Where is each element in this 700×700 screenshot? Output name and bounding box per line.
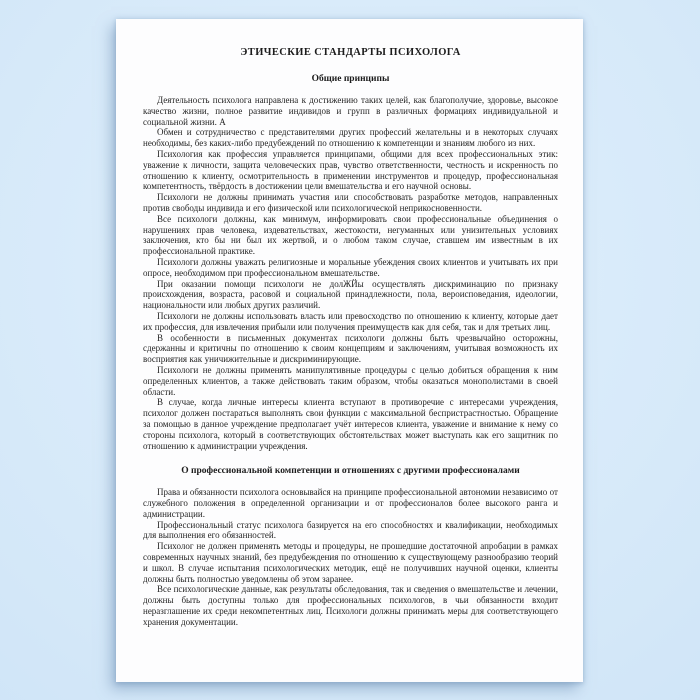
- paragraph: В случае, когда личные интересы клиента вступают в противоречие с интересами учреждения, психолог должен постараться выполнять свои функции с максимальной беспристрастностью. Обращение за помощью в данное учреждение предполагает учёт интересов клиента, уважение и внимание к нему со стороны психолога, который в соответствующих обстоятельствах может выступать как его защитник по отношению к администрации учреждения.: [143, 397, 558, 451]
- section-heading: Общие принципы: [311, 74, 390, 84]
- paragraph: Деятельность психолога направлена к достижению таких целей, как благополучие, здоровье, высокое качество жизни, полное развитие индивидов и групп в различных формациях индивидуальной и социальной жизни. А: [143, 95, 558, 127]
- paragraph: Психология как профессия управляется принципами, общими для всех профессиональных этик: уважение к личности, защита человеческих прав, чувство ответственности, честность и искренность по отношению к клиенту, осмотрительность в применении инструментов и процедур, профессиональная компетентность, твёрдость в достижении цели вмешательства и его научной основы.: [143, 148, 558, 192]
- paragraph: Психологи не должны применять манипулятивные процедуры с целью добиться обращения к ним определенных клиентов, а также действовать таким образом, чтобы оказаться монополистами в своей области.: [143, 364, 558, 397]
- paragraph: Все психологические данные, как результаты обследования, так и сведения о вмешательстве и лечении, должны быть доступны только для профессиональных психологов, в чьи обязанности входит неразглашение их среди некомпетентных лиц. Психологи должны принимать меры для соответствующего хранения документации.: [143, 584, 558, 627]
- paragraph: Психологи должны уважать религиозные и моральные убеждения своих клиентов и учитывать их при опросе, необходимом при профессиональном вмешательстве.: [143, 256, 558, 278]
- paragraph: В особенности в письменных документах психологи должны быть чрезвычайно осторожны, сдержанны и критичны по отношению к своим концепциям и заключениям, учитывая возможность их восприятия как уничижительные и дискриминирующие.: [143, 332, 558, 365]
- paragraph: При оказании помощи психологи не долЖЙы осуществлять дискриминацию по признаку происхождения, возраста, расовой и социальной принадлежности, пола, вероисповедания, идеологии, национальности или любых других различий.: [143, 278, 558, 311]
- paragraph: Психологи не должны принимать участия или способствовать разработке методов, направленных против свободы индивида и его физической или психологической неприкосновенности.: [143, 192, 558, 213]
- paragraph: Профессиональный статус психолога базируется на его способностях и квалификации, необходимых для выполнения его обязанностей.: [143, 519, 558, 541]
- paragraph: Все психологи должны, как минимум, информировать свои профессиональные объединения о нарушениях прав человека, издевательствах, жестокости, негуманных или унизительных условиях заключения, кто бы ни был их жертвой, и о любом таком случае, ставшем им известным в их профессиональной практике.: [143, 213, 558, 257]
- section-heading: О профессиональной компетенции и отношениях с другими профессионалами: [181, 466, 520, 477]
- document-body: [143, 73, 558, 628]
- paragraph: Права и обязанности психолога основывайся на принципе профессиональной автономии независимо от служебного положения в определенной организации и от профессионалов более высокого ранга и администрации.: [143, 487, 558, 519]
- paragraph: Психологи не должны использовать власть или превосходство по отношению к клиенту, которые дает их профессия, для извлечения прибыли или получения преимуществ как для себя, так и для третьих лиц.: [143, 310, 558, 332]
- paragraph: Психолог не должен применять методы и процедуры, не прошедшие достаточной апробации в рамках современных научных знаний, без предубеждения по отношению к существующему разнообразию теорий и школ. В случае испытания психологических методик, ещё не получивших научной оценки, клиенты должны быть полностью уведомлены об этом заранее.: [143, 541, 558, 584]
- document-title: ЭТИЧЕСКИЕ СТАНДАРТЫ ПСИХОЛОГА: [240, 47, 461, 58]
- paragraph: Обмен и сотрудничество с представителями других профессий желательны и в некоторых случаях необходимы, без каких-либо предубеждений по отношению к компетенции и знаниям любого из них.: [143, 127, 558, 149]
- document-page: [116, 19, 583, 682]
